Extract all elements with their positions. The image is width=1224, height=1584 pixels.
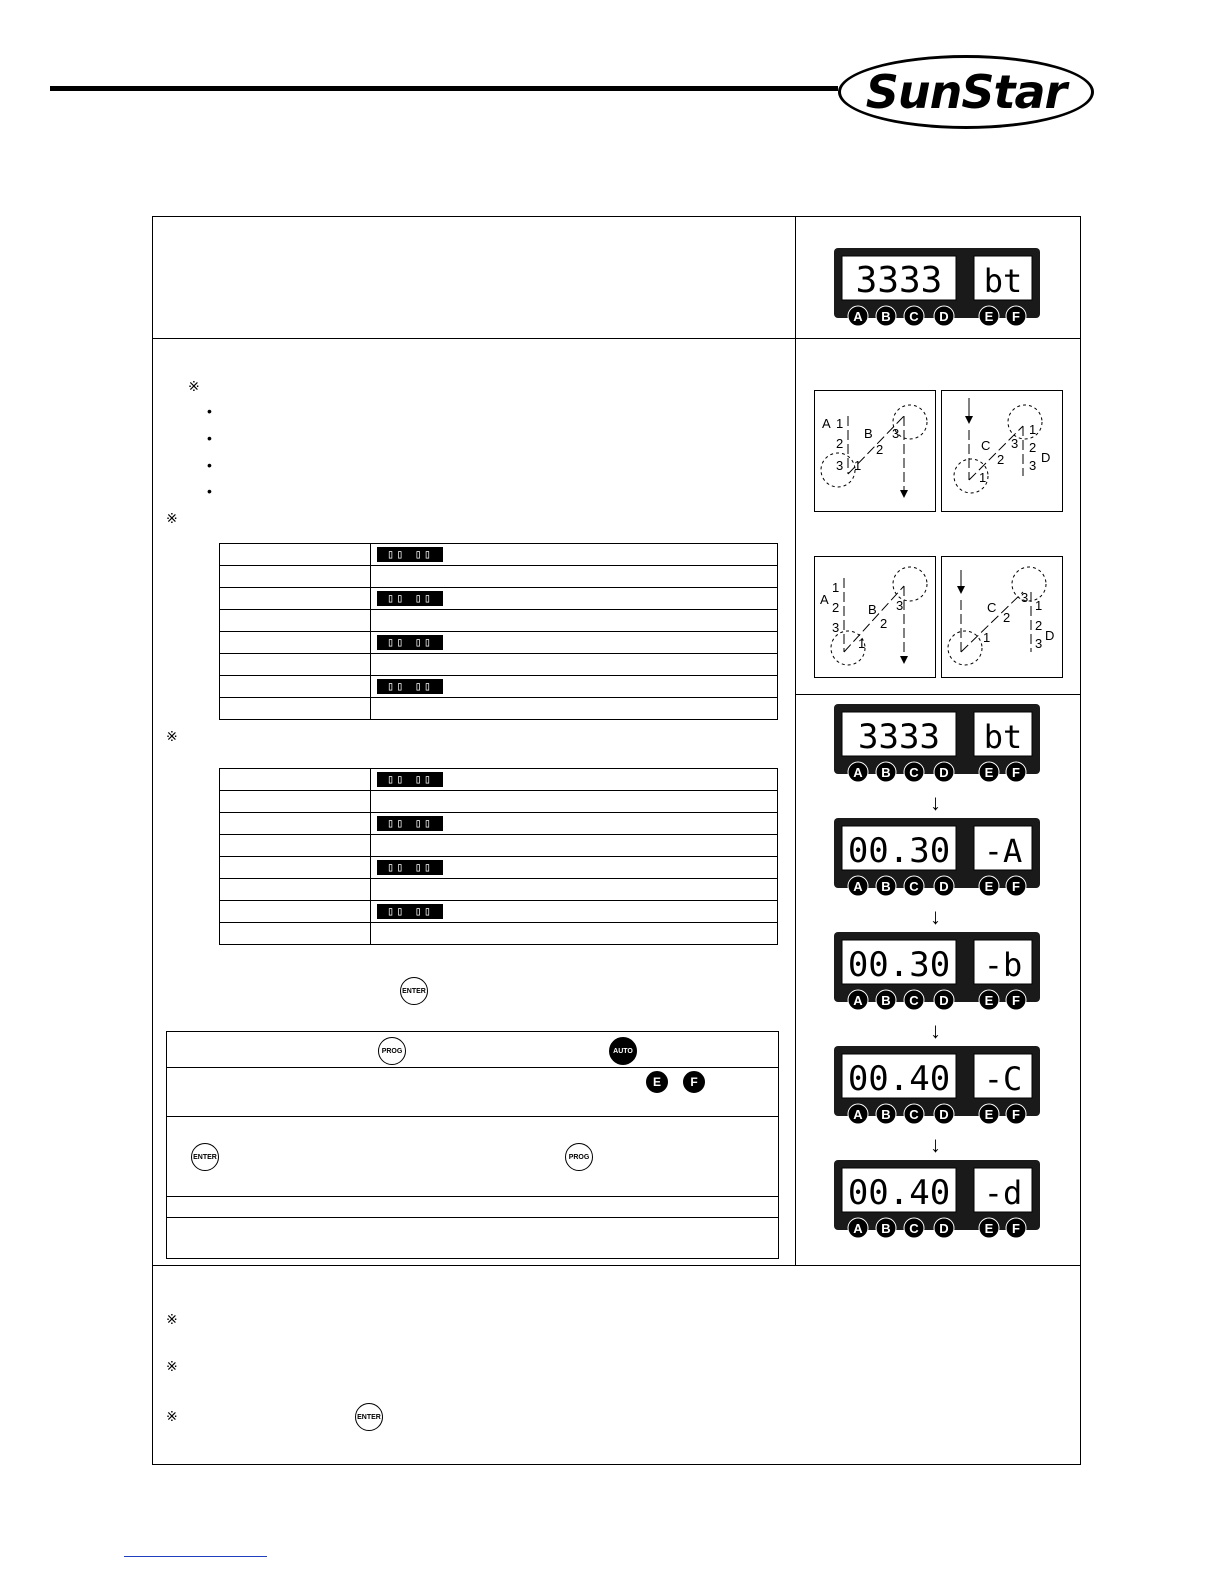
stitch-diagram-b: [941, 390, 1063, 517]
lcd-sequence: [834, 704, 1044, 1264]
row-divider-1: [152, 338, 1081, 339]
key-label: C: [909, 993, 919, 1008]
enter-button[interactable]: ENTER: [191, 1143, 219, 1171]
key-label: E: [984, 993, 994, 1008]
setting-table-2: [219, 768, 778, 945]
key-label: F: [1012, 993, 1020, 1008]
bullet-1: •: [207, 403, 212, 419]
key-b-label: B: [881, 309, 891, 324]
table-row: [220, 654, 778, 676]
top-lcd-digits: 3333: [855, 260, 943, 301]
lcd-display-step: [834, 818, 1040, 905]
svg-text:3: 3: [896, 598, 904, 613]
note-mark-4: ※: [166, 1311, 178, 1327]
top-lcd-display: [834, 248, 1040, 335]
e-button[interactable]: E: [646, 1071, 668, 1093]
key-label: F: [1012, 1221, 1020, 1236]
key-label: B: [881, 1107, 891, 1122]
table-row: [220, 588, 778, 610]
svg-text:2: 2: [832, 600, 840, 615]
key-label: A: [853, 879, 863, 894]
column-divider: [795, 216, 796, 1266]
key-label: B: [881, 879, 891, 894]
key-label: D: [939, 765, 949, 780]
lcd-display-step: [834, 704, 1040, 791]
table-row: [220, 698, 778, 720]
note-mark-2: ※: [166, 510, 178, 526]
sunstar-logo: SunStar: [838, 55, 1094, 129]
key-c-label: C: [909, 309, 919, 324]
svg-text:A: A: [822, 416, 831, 431]
svg-text:3: 3: [1035, 636, 1043, 651]
svg-text:D: D: [1045, 628, 1055, 643]
note-mark-6: ※: [166, 1408, 178, 1424]
svg-text:3: 3: [1021, 590, 1029, 605]
svg-text:1: 1: [1029, 422, 1037, 437]
key-label: F: [1012, 765, 1020, 780]
lcd-tag: ▯▯ ▯▯: [377, 860, 443, 875]
auto-button[interactable]: AUTO: [609, 1037, 637, 1065]
footer-link-line: [124, 1556, 267, 1557]
key-label: A: [853, 993, 863, 1008]
key-label: A: [853, 1221, 863, 1236]
key-label: B: [881, 993, 891, 1008]
svg-text:D: D: [1041, 450, 1051, 465]
lcd-tag: ▯▯ ▯▯: [377, 547, 443, 562]
key-label: E: [984, 1221, 994, 1236]
svg-text:1: 1: [979, 470, 987, 485]
procedure-row-divider: [167, 1196, 778, 1197]
lcd-display-step: [834, 1046, 1040, 1133]
svg-text:2: 2: [836, 436, 844, 451]
svg-text:3: 3: [832, 620, 840, 635]
note-mark-1: ※: [188, 378, 200, 394]
svg-text:2: 2: [997, 452, 1005, 467]
lcd-mode: -d: [983, 1174, 1023, 1212]
bullet-3: •: [207, 457, 212, 473]
key-label: D: [939, 1107, 949, 1122]
table-row: [220, 676, 778, 698]
key-label: E: [984, 765, 994, 780]
svg-text:A: A: [820, 592, 829, 607]
table-row: [220, 857, 778, 879]
setting-table-1: [219, 543, 778, 720]
svg-text:2: 2: [876, 442, 884, 457]
key-label: B: [881, 765, 891, 780]
svg-text:C: C: [987, 600, 997, 615]
lcd-tag: ▯▯ ▯▯: [377, 679, 443, 694]
table-row: [220, 566, 778, 588]
svg-text:C: C: [981, 438, 991, 453]
key-a-label: A: [853, 309, 863, 324]
lcd-tag: ▯▯ ▯▯: [377, 904, 443, 919]
table-row: [220, 544, 778, 566]
key-label: D: [939, 879, 949, 894]
enter-button[interactable]: ENTER: [355, 1403, 383, 1431]
svg-text:3: 3: [1029, 458, 1037, 473]
key-label: C: [909, 1107, 919, 1122]
svg-text:3: 3: [1011, 436, 1019, 451]
header-rule: [50, 86, 838, 91]
key-label: C: [909, 1221, 919, 1236]
procedure-row-divider: [167, 1067, 778, 1068]
lcd-digits: 00.40: [847, 1059, 951, 1099]
key-f-label: F: [1012, 309, 1020, 324]
prog-button[interactable]: PROG: [565, 1143, 593, 1171]
table-row: [220, 923, 778, 945]
note-mark-5: ※: [166, 1358, 178, 1374]
table-row: [220, 632, 778, 654]
key-label: B: [881, 1221, 891, 1236]
key-label: D: [939, 993, 949, 1008]
down-arrow: ↓: [930, 1132, 941, 1157]
key-e-label: E: [984, 309, 994, 324]
procedure-row-divider: [167, 1116, 778, 1117]
svg-text:B: B: [868, 602, 877, 617]
table-row: [220, 879, 778, 901]
lcd-digits: 00.30: [847, 831, 951, 871]
key-label: D: [939, 1221, 949, 1236]
svg-text:1: 1: [836, 416, 844, 431]
stitch-diagram-d: [941, 556, 1063, 683]
bullet-2: •: [207, 430, 212, 446]
lcd-mode: -b: [983, 946, 1023, 984]
lcd-digits: 00.30: [847, 945, 951, 985]
right-divider: [795, 694, 1081, 695]
key-label: C: [909, 879, 919, 894]
down-arrow: ↓: [930, 790, 941, 815]
svg-text:1: 1: [832, 580, 840, 595]
table-row: [220, 901, 778, 923]
f-button[interactable]: F: [683, 1071, 705, 1093]
key-label: A: [853, 1107, 863, 1122]
key-d-label: D: [939, 309, 949, 324]
stitch-diagram-a: [814, 390, 936, 517]
key-label: A: [853, 765, 863, 780]
bullet-4: •: [207, 483, 212, 499]
down-arrow: ↓: [930, 1018, 941, 1043]
svg-text:1: 1: [1035, 598, 1043, 613]
top-lcd-mode: bt: [983, 262, 1023, 300]
note-mark-3: ※: [166, 728, 178, 744]
lcd-tag: ▯▯ ▯▯: [377, 816, 443, 831]
svg-text:3: 3: [892, 426, 900, 441]
lcd-digits: 00.40: [847, 1173, 951, 1213]
table-row: [220, 610, 778, 632]
key-label: E: [984, 1107, 994, 1122]
lcd-mode: bt: [983, 718, 1023, 756]
lcd-mode: -C: [983, 1060, 1023, 1098]
key-label: C: [909, 765, 919, 780]
key-label: F: [1012, 1107, 1020, 1122]
lcd-display-step: [834, 932, 1040, 1019]
lcd-mode: -A: [983, 832, 1023, 870]
svg-text:2: 2: [880, 616, 888, 631]
key-label: E: [984, 879, 994, 894]
lcd-display-step: [834, 1160, 1040, 1247]
down-arrow: ↓: [930, 904, 941, 929]
svg-text:1: 1: [858, 636, 866, 651]
procedure-row-divider: [167, 1217, 778, 1218]
svg-text:3: 3: [836, 458, 844, 473]
key-label: F: [1012, 879, 1020, 894]
table-row: [220, 769, 778, 791]
svg-text:2: 2: [1003, 610, 1011, 625]
table-row: [220, 791, 778, 813]
table-row: [220, 835, 778, 857]
lcd-tag: ▯▯ ▯▯: [377, 635, 443, 650]
row-divider-2: [152, 1265, 1081, 1266]
procedure-box: [166, 1031, 779, 1259]
lcd-tag: ▯▯ ▯▯: [377, 772, 443, 787]
table-row: [220, 813, 778, 835]
prog-button[interactable]: PROG: [378, 1037, 406, 1065]
lcd-digits: 3333: [858, 717, 940, 757]
svg-text:1: 1: [854, 458, 862, 473]
enter-button[interactable]: ENTER: [400, 977, 428, 1005]
stitch-diagram-c: [814, 556, 936, 683]
lcd-tag: ▯▯ ▯▯: [377, 591, 443, 606]
svg-text:2: 2: [1035, 618, 1043, 633]
svg-text:B: B: [864, 426, 873, 441]
svg-text:1: 1: [983, 630, 991, 645]
svg-text:2: 2: [1029, 440, 1037, 455]
